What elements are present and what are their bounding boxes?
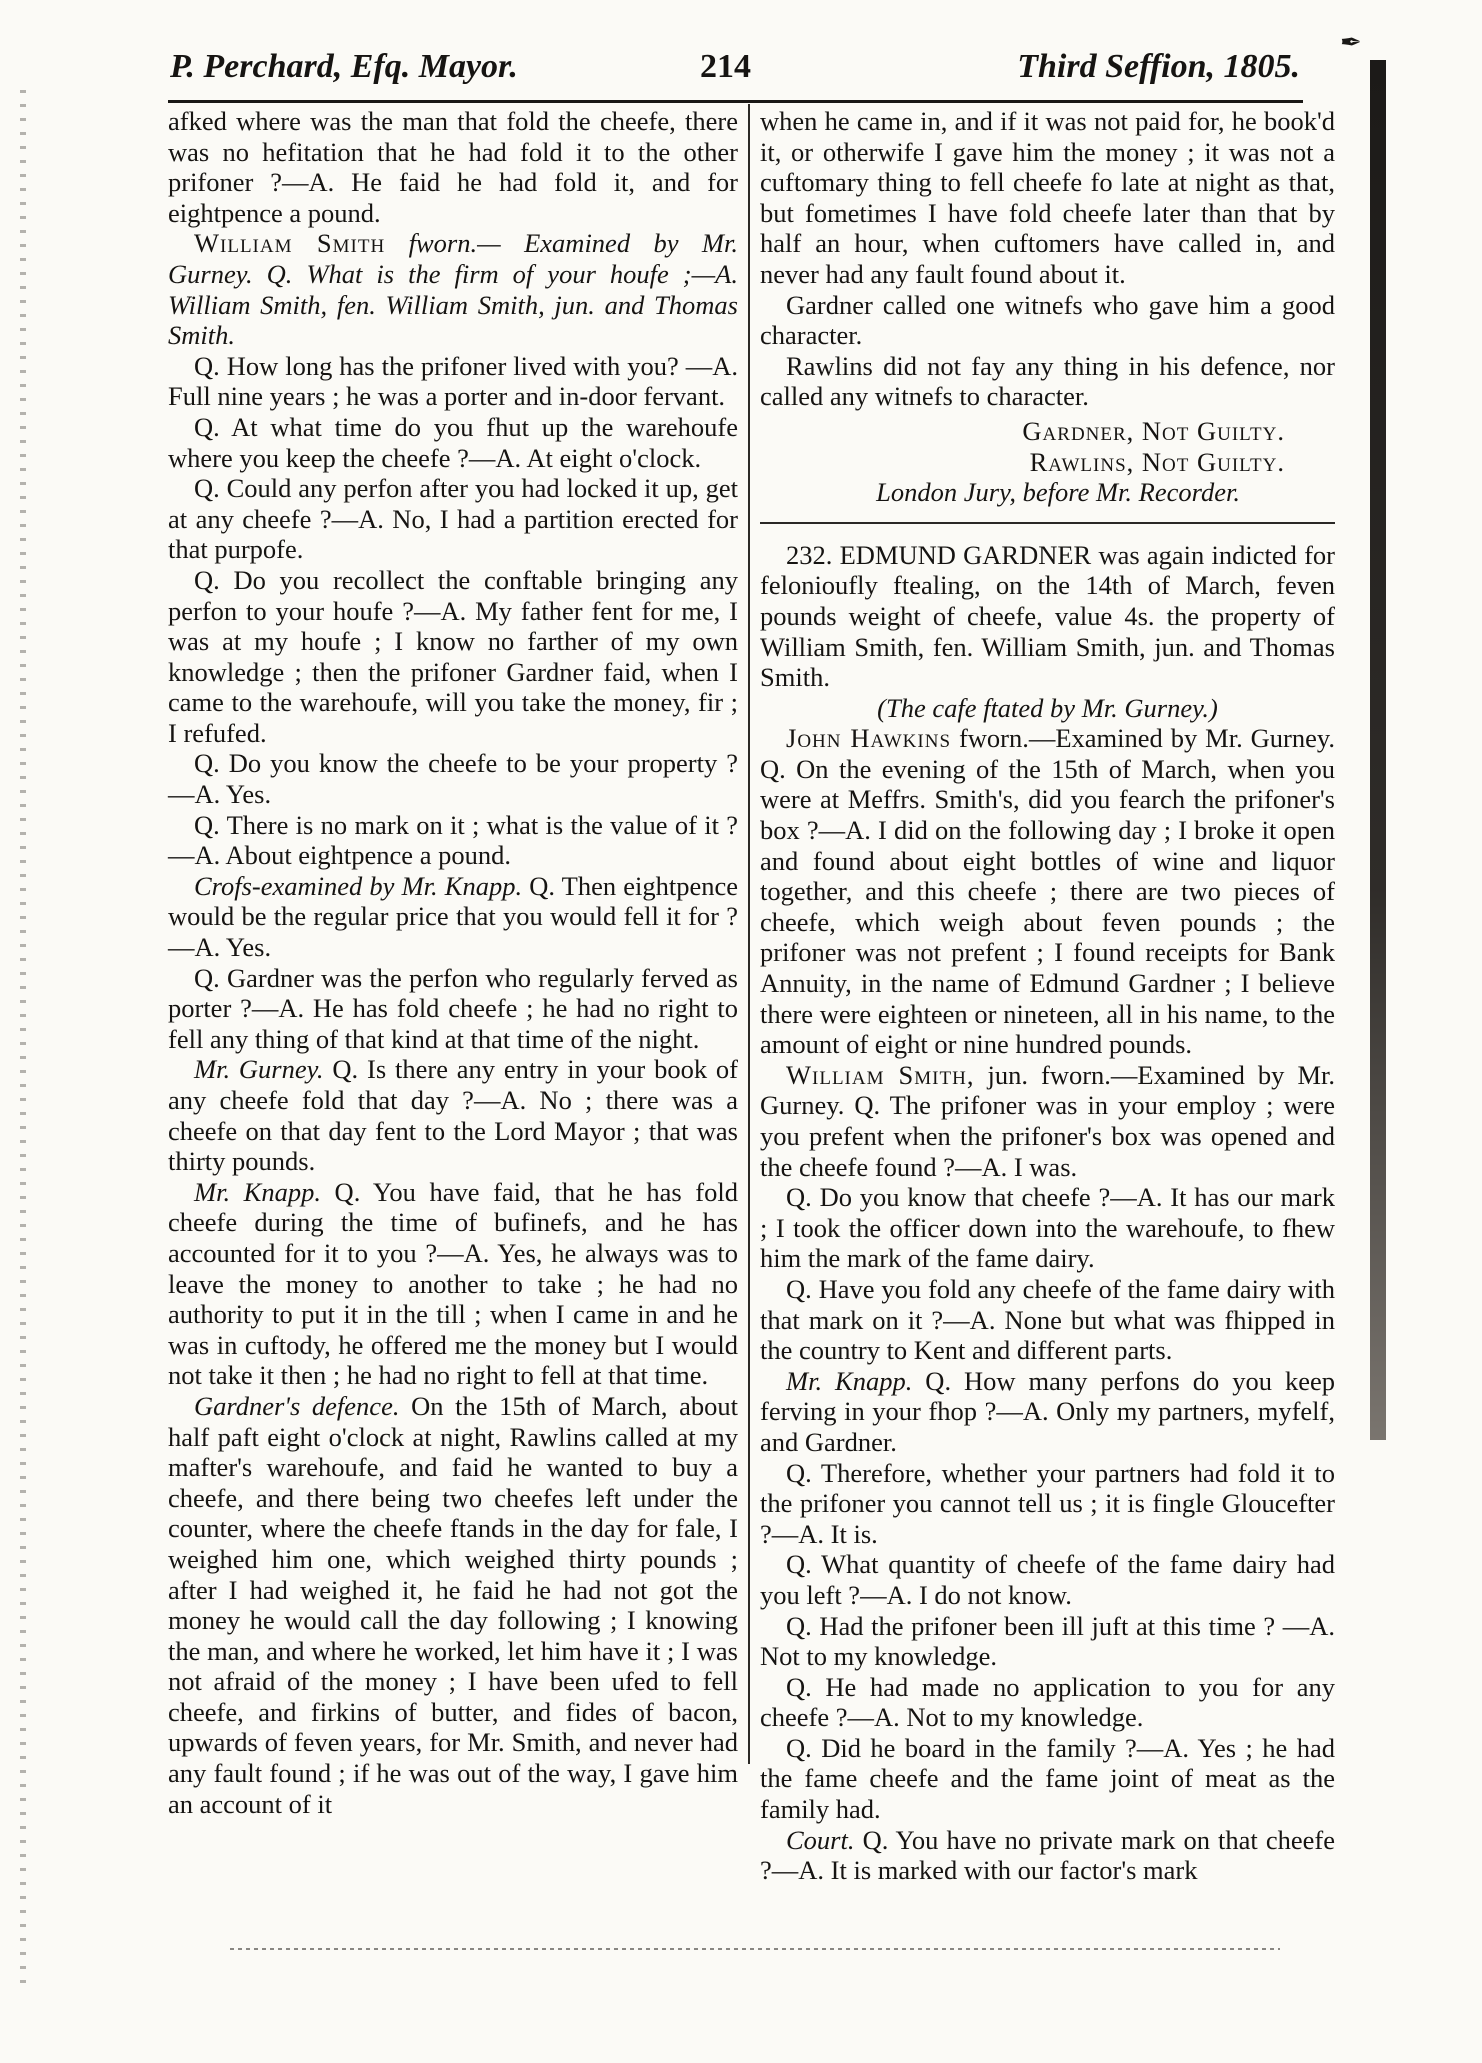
page-header xyxy=(170,48,1300,102)
paragraph: Q. How long has the prifoner lived with you? —A. Full nine years ; he was a porter and in-door fervant. xyxy=(168,350,738,412)
paragraph: Rawlins did not fay any thing in his defence, nor called any witnefs to character. xyxy=(760,350,1335,412)
paragraph: Q. Gardner was the perfon who regularly ferved as porter ?—A. He has fold cheefe ; he had no right to fell any thing of that kind at that time of the night. xyxy=(168,962,738,1054)
paragraph xyxy=(760,723,1335,1060)
paragraph xyxy=(760,1825,1335,1886)
case-separator xyxy=(760,522,1335,524)
case-note: (The cafe ftated by Mr. Gurney.) xyxy=(877,692,1218,723)
paragraph xyxy=(168,871,738,963)
paragraph: Q. Therefore, whether your partners had fold it to the prifoner you cannot tell us ; it is fingle Gloucefter ?—A. It is. xyxy=(760,1457,1335,1549)
right-column xyxy=(760,106,1335,1886)
witness-name: William Smith, xyxy=(786,1059,975,1090)
paragraph xyxy=(760,1366,1335,1458)
paragraph-text: Q. You have no private mark on that cheefe ?—A. It is marked with our factor's mark xyxy=(760,1824,1335,1886)
paragraph: afked where was the man that fold the cheefe, there was no hefitation that he had fold it to the other prifoner ?—A. He faid he had fold it, and for eightpence a pound. xyxy=(168,106,738,228)
paragraph: when he came in, and if it was not paid for, he book'd it, or otherwife I gave him the money ; it was not a cuftomary thing to fell cheefe fo late at night as that, but fometimes I have fold cheefe later than that by half an hour, when cuftomers have called in, and never had any fault found about it. xyxy=(760,106,1335,289)
paragraph-text: was again indicted for felonioufly ftealing, on the 14th of March, feven pounds weight of cheefe, value 4s. the property of William Smith, fen. William Smith, jun. and Thomas Smith. xyxy=(760,539,1336,693)
paragraph: Q. What quantity of cheefe of the fame dairy had you left ?—A. I do not know. xyxy=(760,1549,1335,1610)
witness-name: John Hawkins xyxy=(786,723,952,754)
page-number: 214 xyxy=(700,48,751,85)
paragraph: Q. Have you fold any cheefe of the fame dairy with that mark on it ?—A. None but what was fhipped in the country to Kent and different parts. xyxy=(760,1273,1335,1366)
examiner-label: Court. xyxy=(786,1824,855,1855)
defence-label: Gardner's defence. xyxy=(194,1390,400,1421)
witness-name: William Smith xyxy=(194,228,386,259)
binding-edge xyxy=(20,90,26,1990)
paragraph: Q. Had the prifoner been ill juft at this time ? —A. Not to my knowledge. xyxy=(760,1610,1335,1672)
paragraph xyxy=(168,228,738,350)
examiner-label: Mr. Knapp. xyxy=(786,1365,913,1396)
paragraph xyxy=(168,1391,738,1819)
verdict-gardner: Gardner, Not Guilty. xyxy=(1022,415,1285,446)
corner-ink-mark: ✒ xyxy=(1340,28,1362,57)
header-mayor: P. Perchard, Efq. Mayor. xyxy=(170,48,518,85)
paragraph: Q. At what time do you fhut up the warehoufe where you keep the cheefe ?—A. At eight o'clock. xyxy=(168,411,738,473)
footer-rule xyxy=(230,1948,1280,1950)
examiner-label: Mr. Knapp. xyxy=(194,1176,321,1207)
paragraph-text: jun. fworn.—Examined by Mr. Gurney. Q. The prifoner was in your employ ; were you prefent when the prifoner's box was opened and the cheefe found ?—A. I was. xyxy=(760,1059,1336,1182)
paragraph xyxy=(760,540,1335,693)
paragraph-text: On the 15th of March, about half paft eight o'clock at night, Rawlins called at my mafter's warehoufe, and faid he wanted to buy a cheefe, and there being two cheefes left under the counter, where the cheefe ftands in the day for fale, I weighed him one, which weighed thirty pounds ; after I had weighed it, he faid he had not got the money he would call the day following ; I knowing the man, and where he worked, let him have it ; I was not afraid of the money ; I have been ufed to fell cheefe, and firkins of butter, and fides of bacon, upwards of feven years, for Mr. Smith, and never had any fault found ; if he was out of the way, I gave him an account of it xyxy=(168,1390,738,1819)
left-column xyxy=(168,106,738,1819)
paragraph: Q. Do you recollect the conftable bringing any perfon to your houfe ?—A. My father fent for me, I was at my houfe ; I know no farther of my own knowledge ; then the prifoner Gardner faid, when I came to the warehoufe, will you take the money, fir ; I refufed. xyxy=(168,564,738,748)
jury-line: London Jury, before Mr. Recorder. xyxy=(876,477,1240,508)
paragraph-text: Q. You have faid, that he has fold cheefe during the time of bufinefs, and he has accounted for it to you ?—A. Yes, he always was to leave the money to another to take ; he had no authority to put it in the till ; when I came in and he was in cuftody, he offered me the money but I would not take it then ; he had no right to fell at that time. xyxy=(168,1176,738,1391)
paragraph: Q. Do you know the cheefe to be your property ?—A. Yes. xyxy=(168,748,738,810)
paragraph xyxy=(168,1177,738,1391)
header-session: Third Seffion, 1805. xyxy=(1017,48,1300,85)
column-divider xyxy=(748,104,750,1764)
verdict-rawlins: Rawlins, Not Guilty. xyxy=(1029,446,1285,477)
paragraph: Q. There is no mark on it ; what is the value of it ?—A. About eightpence a pound. xyxy=(168,809,738,871)
paragraph: Q. Could any perfon after you had locked it up, get at any cheefe ?—A. No, I had a partition erected for that purpofe. xyxy=(168,473,738,565)
verdict-block xyxy=(760,416,1335,477)
case-number: 232. xyxy=(786,539,833,570)
paragraph: Q. Did he board in the family ?—A. Yes ; he had the fame cheefe and the fame joint of meat as the family had. xyxy=(760,1732,1335,1825)
examiner-label: Mr. Gurney. xyxy=(194,1054,324,1085)
paragraph-text: Q. Is there any entry in your book of any cheefe fold that day ?—A. No ; there was a cheefe on that day fent to the Lord Mayor ; that was thirty pounds. xyxy=(168,1054,738,1177)
paragraph-text: Q. Then eightpence would be the regular price that you would fell it for ?—A. Yes. xyxy=(168,870,738,963)
header-rule xyxy=(168,100,1303,103)
paragraph-text: fworn.— Examined by Mr. Gurney. Q. What is the firm of your houfe ;—A. William Smith, fen. William Smith, jun. and Thomas Smith. xyxy=(168,228,739,351)
paragraph: Gardner called one witnefs who gave him a good character. xyxy=(760,289,1335,351)
page-edge-shadow xyxy=(1370,60,1386,1440)
paragraph: Q. He had made no application to you for any cheefe ?—A. Not to my knowledge. xyxy=(760,1671,1335,1733)
paragraph-text: Q. How many perfons do you keep ferving in your fhop ?—A. Only my partners, myfelf, and Gardner. xyxy=(760,1365,1335,1457)
paragraph xyxy=(168,1054,738,1176)
paragraph xyxy=(760,1060,1335,1182)
defendant-name: EDMUND GARDNER xyxy=(839,539,1092,570)
paragraph: Q. Do you know that cheefe ?—A. It has our mark ; I took the officer down into the warehoufe, to fhew him the mark of the fame dairy. xyxy=(760,1182,1335,1274)
paragraph-text: fworn.—Examined by Mr. Gurney. Q. On the evening of the 15th of March, when you were at Meffrs. Smith's, did you fearch the prifoner's box ?—A. I did on the following day ; I broke it open and found about eight bottles of wine and liquor together, and this cheefe ; there are two pieces of cheefe, which weigh about feven pounds ; the prifoner was not prefent ; I found receipts for Bank Annuity, in the name of Edmund Gardner ; I believe there were eighteen or nineteen, all in his name, to the amount of eight or nine hundred pounds. xyxy=(760,723,1335,1060)
examiner-label: Crofs-examined by Mr. Knapp. xyxy=(194,870,523,901)
